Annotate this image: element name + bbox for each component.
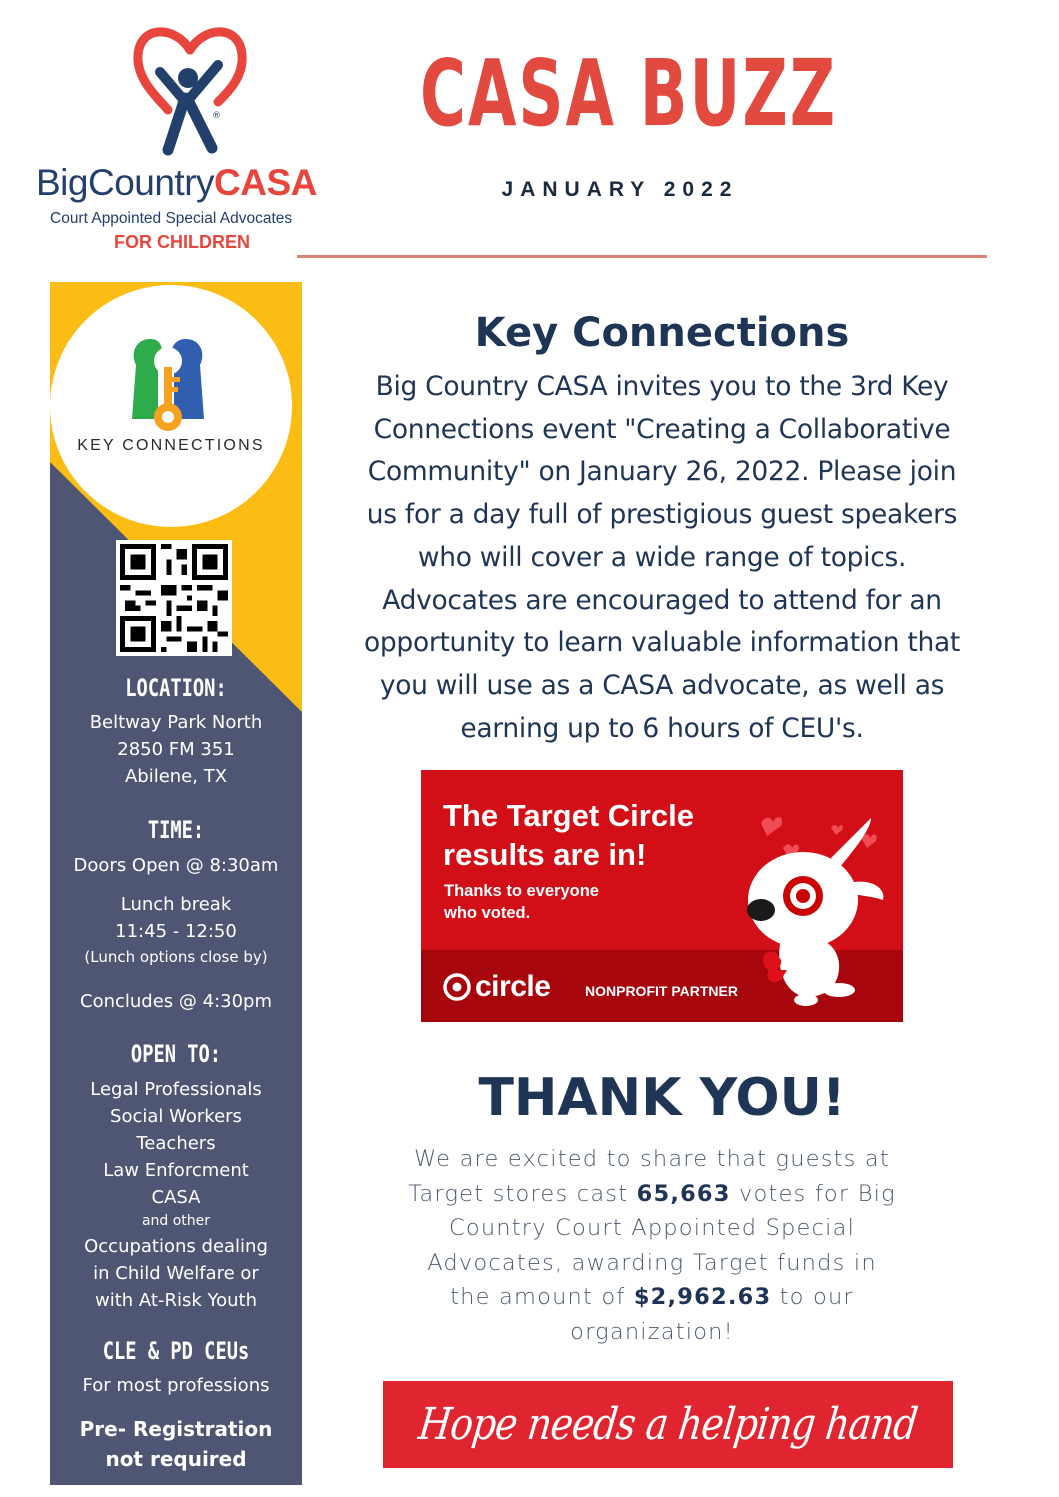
open-to-and-other: and other [141, 1213, 211, 1229]
body-line: Community" on January 26, 2022. Please join [367, 456, 957, 488]
open-to-heading: OPEN TO: [130, 1040, 222, 1068]
open-to-item: Teachers [136, 1133, 216, 1154]
body-line: Connections event "Creating a Collaborative [373, 413, 951, 445]
open-to-item: Occupations dealing [84, 1236, 268, 1257]
body-line: opportunity to learn valuable information that [364, 627, 960, 659]
subtext-line: Thanks to everyone [444, 882, 599, 900]
event-sidebar [50, 282, 302, 1485]
target-circle-banner [421, 770, 903, 1022]
heart-person-icon [130, 20, 250, 160]
body-line: We are excited to share that guests at [414, 1146, 890, 1172]
body-line: organization! [570, 1318, 734, 1345]
newsletter-date: JANUARY 2022 [501, 178, 739, 201]
ceu-heading: CLE & PD CEUs [102, 1337, 250, 1365]
location-line: Beltway Park North [89, 712, 263, 733]
headline-line: results are in! [443, 837, 647, 872]
registration-text: Pre- Registration [79, 1417, 273, 1441]
votes-count: 65,663 [636, 1180, 731, 1207]
hope-banner-text: Hope needs a helping hand [416, 1399, 920, 1450]
keyhole-key-icon [128, 333, 208, 433]
body-line: you will use as a CASA advocate, as well as [379, 669, 945, 701]
target-subtext [444, 880, 599, 924]
concludes-text: Concludes @ 4:30pm [80, 991, 272, 1012]
key-connections-heading: Key Connections [474, 310, 850, 356]
thank-you-heading: THANK YOU! [478, 1068, 846, 1128]
open-to-item: CASA [151, 1187, 201, 1208]
open-to-item: with At-Risk Youth [95, 1290, 257, 1311]
body-line: Target stores cast 65,663 votes for Big [408, 1180, 896, 1207]
location-line: Abilene, TX [124, 766, 228, 787]
nonprofit-partner-label: NONPROFIT PARTNER [585, 983, 738, 999]
newsletter-title: CASA BUZZ [420, 40, 838, 147]
body-line: us for a day full of prestigious guest speakers [366, 499, 958, 531]
hope-banner [383, 1381, 953, 1468]
org-tagline: FOR CHILDREN [114, 232, 250, 252]
open-to-item: Legal Professionals [90, 1079, 262, 1100]
org-logo [30, 20, 350, 260]
target-headline [443, 796, 694, 874]
body-line: who will cover a wide range of topics. [417, 541, 907, 573]
location-heading: LOCATION: [125, 674, 227, 702]
qr-code-icon [120, 544, 228, 652]
lunch-break-text: Lunch break [120, 894, 232, 915]
doors-open-text: Doors Open @ 8:30am [73, 855, 279, 876]
body-line: Big Country CASA invites you to the 3rd Key [375, 371, 949, 402]
key-connections-label: KEY CONNECTIONS [77, 437, 265, 454]
body-line: Advocates, awarding Target funds in [427, 1249, 877, 1276]
body-line: the amount of $2,962.63 to our [450, 1284, 854, 1311]
key-connections-body [322, 366, 1002, 750]
headline-line: The Target Circle [443, 798, 694, 833]
lunch-note-text: (Lunch options close by) [84, 948, 268, 966]
open-to-item: Social Workers [110, 1106, 242, 1127]
open-to-item: Law Enforcment [103, 1160, 249, 1181]
registration-text: not required [105, 1447, 247, 1471]
body-line: earning up to 6 hours of CEU's. [460, 712, 864, 744]
target-circle-logo: circle [443, 970, 550, 1004]
body-line: Country Court Appointed Special [448, 1215, 856, 1242]
bullseye-dog-icon [721, 788, 901, 1008]
body-line: Advocates are encouraged to attend for an [382, 584, 942, 616]
open-to-item: in Child Welfare or [93, 1263, 259, 1284]
location-line: 2850 FM 351 [117, 739, 235, 760]
key-connections-logo-circle [50, 285, 292, 527]
lunch-time-text: 11:45 - 12:50 [115, 921, 237, 942]
time-heading: TIME: [147, 816, 205, 844]
subtext-line: who voted. [444, 904, 531, 922]
target-bullseye-icon [443, 973, 471, 1001]
svg-text:®: ® [212, 111, 221, 121]
thank-you-body [372, 1142, 932, 1350]
org-name: BigCountryCASA [36, 162, 317, 203]
header-divider [297, 255, 987, 258]
ceu-text: For most professions [82, 1375, 270, 1396]
qr-code[interactable] [116, 540, 232, 656]
org-subtitle: Court Appointed Special Advocates [50, 210, 293, 227]
funds-amount: $2,962.63 [633, 1284, 772, 1311]
